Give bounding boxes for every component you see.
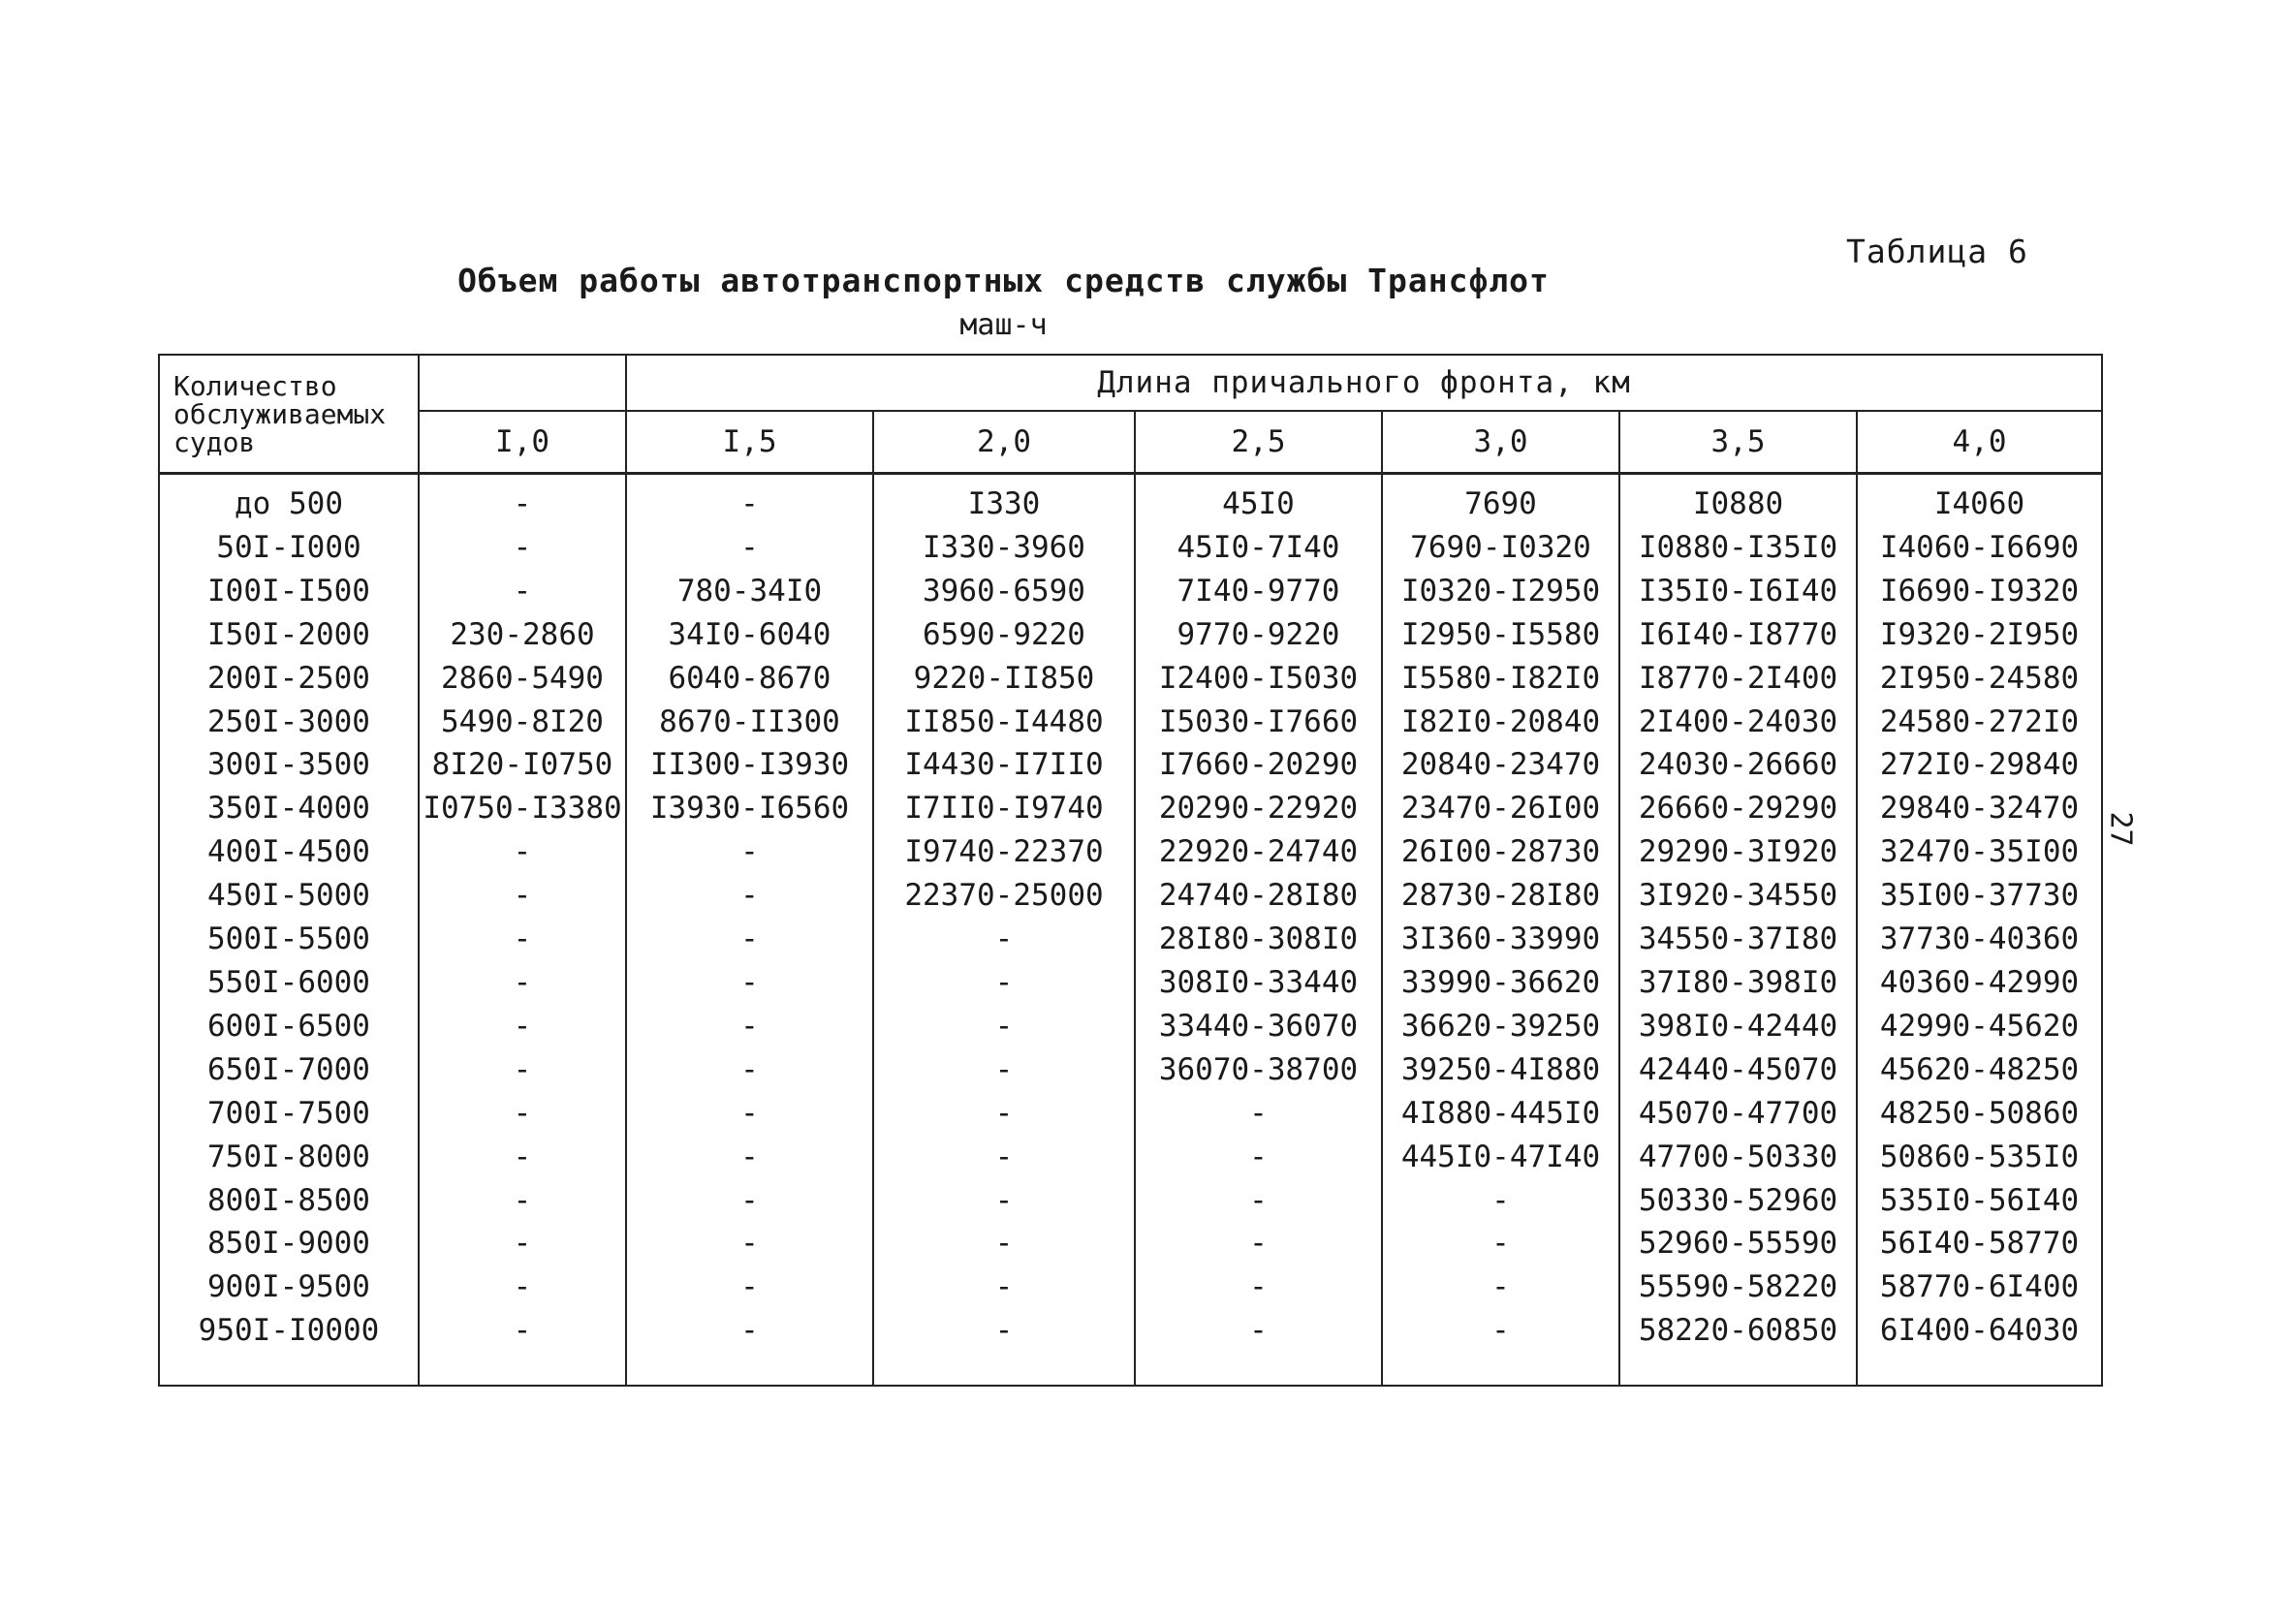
hours-cell: 28730-28I80 [1382,874,1619,918]
hours-cell: 37I80-398I0 [1619,961,1857,1005]
hours-cell: - [1382,1309,1619,1386]
hours-cell: 39250-4I880 [1382,1048,1619,1092]
table-row [159,874,2102,918]
hours-cell: - [873,918,1135,961]
hours-cell: 48250-50860 [1857,1092,2102,1136]
table-row [159,918,2102,961]
hours-cell: - [419,1092,626,1136]
hours-cell: 28I80-308I0 [1135,918,1382,961]
hours-cell: 24030-26660 [1619,743,1857,787]
vessel-count-cell: 450I-5000 [159,874,419,918]
hours-cell: 33440-36070 [1135,1005,1382,1048]
hours-cell: 230-2860 [419,613,626,657]
vessel-count-cell: I00I-I500 [159,570,419,613]
hours-cell: 9220-II850 [873,657,1135,701]
hours-cell: - [626,1005,873,1048]
page-number: 27 [2103,811,2138,847]
hours-cell: II850-I4480 [873,701,1135,744]
hours-cell: I5580-I82I0 [1382,657,1619,701]
header-vessel-count [159,355,419,474]
hours-cell: I0880 [1619,474,1857,526]
vessel-count-cell: 650I-7000 [159,1048,419,1092]
hours-cell: 8I20-I0750 [419,743,626,787]
hours-cell: 36620-39250 [1382,1005,1619,1048]
hours-cell: 50860-535I0 [1857,1136,2102,1179]
hours-cell: 40360-42990 [1857,961,2102,1005]
vessel-count-cell: до 500 [159,474,419,526]
hours-cell: - [873,1179,1135,1223]
hours-cell: - [419,1136,626,1179]
hours-cell: 7I40-9770 [1135,570,1382,613]
hours-cell: - [873,1136,1135,1179]
hours-cell: I0320-I2950 [1382,570,1619,613]
table-unit: маш-ч [959,308,1048,342]
hours-cell: - [419,1179,626,1223]
hours-cell: I330 [873,474,1135,526]
hours-cell: 56I40-58770 [1857,1222,2102,1265]
hours-cell: - [873,1092,1135,1136]
hours-cell: - [873,1265,1135,1309]
hours-cell: - [626,1048,873,1092]
header-length-3: 2,5 [1135,411,1382,474]
hours-cell: I6690-I9320 [1857,570,2102,613]
header-empty-cell [419,355,626,411]
hours-cell: - [419,570,626,613]
hours-cell: 36070-38700 [1135,1048,1382,1092]
hours-cell: - [1382,1222,1619,1265]
hours-cell: I8770-2I400 [1619,657,1857,701]
hours-cell: II300-I3930 [626,743,873,787]
hours-cell: 45620-48250 [1857,1048,2102,1092]
hours-cell: 2I400-24030 [1619,701,1857,744]
hours-cell: - [1382,1265,1619,1309]
hours-cell: - [626,961,873,1005]
table-row [159,570,2102,613]
hours-cell: - [419,918,626,961]
hours-cell: 22370-25000 [873,874,1135,918]
vessel-count-cell: 200I-2500 [159,657,419,701]
hours-cell: - [873,1309,1135,1386]
table-row [159,1005,2102,1048]
hours-cell: - [1135,1309,1382,1386]
hours-cell: 50330-52960 [1619,1179,1857,1223]
hours-cell: - [626,1136,873,1179]
hours-cell: 445I0-47I40 [1382,1136,1619,1179]
hours-cell: 780-34I0 [626,570,873,613]
hours-cell: - [419,1005,626,1048]
hours-cell: I35I0-I6I40 [1619,570,1857,613]
hours-cell: - [419,1265,626,1309]
hours-cell: - [419,1222,626,1265]
vessel-count-cell: 750I-8000 [159,1136,419,1179]
hours-cell: - [1382,1179,1619,1223]
table-row [159,1309,2102,1386]
hours-cell: - [626,830,873,874]
hours-cell: - [626,474,873,526]
vessel-count-cell: 550I-6000 [159,961,419,1005]
hours-cell: 35I00-37730 [1857,874,2102,918]
table-row [159,787,2102,830]
hours-cell: I2950-I5580 [1382,613,1619,657]
hours-cell: - [419,874,626,918]
table-row [159,613,2102,657]
hours-cell: I4060-I6690 [1857,526,2102,570]
hours-cell: 45I0-7I40 [1135,526,1382,570]
hours-cell: 3I920-34550 [1619,874,1857,918]
hours-cell: 32470-35I00 [1857,830,2102,874]
hours-cell: - [626,1092,873,1136]
vessel-count-cell: 900I-9500 [159,1265,419,1309]
hours-cell: - [1135,1222,1382,1265]
hours-cell: - [419,526,626,570]
table-row [159,657,2102,701]
hours-cell: I4060 [1857,474,2102,526]
hours-cell: 24580-272I0 [1857,701,2102,744]
hours-cell: 22920-24740 [1135,830,1382,874]
hours-cell: 47700-50330 [1619,1136,1857,1179]
table-row [159,1136,2102,1179]
hours-cell: 20290-22920 [1135,787,1382,830]
hours-cell: 42440-45070 [1619,1048,1857,1092]
hours-cell: 26660-29290 [1619,787,1857,830]
table-row [159,961,2102,1005]
hours-cell: 23470-26I00 [1382,787,1619,830]
hours-cell: I0880-I35I0 [1619,526,1857,570]
vessel-count-cell: 300I-3500 [159,743,419,787]
vessel-count-cell: 500I-5500 [159,918,419,961]
table-row [159,474,2102,526]
hours-cell: 58220-60850 [1619,1309,1857,1386]
hours-cell: I0750-I3380 [419,787,626,830]
hours-cell: 535I0-56I40 [1857,1179,2102,1223]
hours-cell: 3960-6590 [873,570,1135,613]
hours-cell: 45070-47700 [1619,1092,1857,1136]
vessel-count-cell: 250I-3000 [159,701,419,744]
hours-cell: 33990-36620 [1382,961,1619,1005]
hours-cell: 2I950-24580 [1857,657,2102,701]
hours-cell: 34I0-6040 [626,613,873,657]
hours-cell: 9770-9220 [1135,613,1382,657]
hours-cell: - [419,1309,626,1386]
vessel-count-cell: 700I-7500 [159,1092,419,1136]
hours-cell: 26I00-28730 [1382,830,1619,874]
header-length-6: 4,0 [1857,411,2102,474]
header-length-5: 3,5 [1619,411,1857,474]
header-row-lengths [159,411,2102,474]
hours-cell: - [1135,1092,1382,1136]
hours-cell: 37730-40360 [1857,918,2102,961]
vessel-count-cell: 800I-8500 [159,1179,419,1223]
hours-cell: 308I0-33440 [1135,961,1382,1005]
table-row [159,526,2102,570]
table-row [159,1222,2102,1265]
hours-cell: 29840-32470 [1857,787,2102,830]
data-table [158,354,2103,1387]
hours-cell: I3930-I6560 [626,787,873,830]
vessel-count-cell: 400I-4500 [159,830,419,874]
hours-cell: 6590-9220 [873,613,1135,657]
vessel-count-cell: 950I-I0000 [159,1309,419,1386]
hours-cell: - [626,526,873,570]
hours-cell: 7690 [1382,474,1619,526]
hours-cell: 52960-55590 [1619,1222,1857,1265]
hours-cell: 24740-28I80 [1135,874,1382,918]
hours-cell: 55590-58220 [1619,1265,1857,1309]
header-row-top [159,355,2102,411]
hours-cell: - [1135,1179,1382,1223]
hours-cell: I9320-2I950 [1857,613,2102,657]
header-length-2: 2,0 [873,411,1135,474]
table-row [159,1265,2102,1309]
vessel-count-cell: 50I-I000 [159,526,419,570]
hours-cell: 6I400-64030 [1857,1309,2102,1386]
hours-cell: - [873,961,1135,1005]
hours-cell: I2400-I5030 [1135,657,1382,701]
hours-cell: 6040-8670 [626,657,873,701]
hours-cell: 29290-3I920 [1619,830,1857,874]
hours-cell: - [626,874,873,918]
hours-cell: - [419,1048,626,1092]
vessel-count-cell: I50I-2000 [159,613,419,657]
hours-cell: I7II0-I9740 [873,787,1135,830]
header-vessel-count-line-2: обслуживаемых [173,397,387,430]
hours-cell: 42990-45620 [1857,1005,2102,1048]
hours-cell: - [626,1222,873,1265]
vessel-count-cell: 850I-9000 [159,1222,419,1265]
hours-cell: 20840-23470 [1382,743,1619,787]
hours-cell: 8670-II300 [626,701,873,744]
hours-cell: 5490-8I20 [419,701,626,744]
hours-cell: I82I0-20840 [1382,701,1619,744]
table-title: Объем работы автотранспортных средств службы Трансфлот [457,262,1550,299]
hours-cell: - [626,1179,873,1223]
table-row [159,1092,2102,1136]
hours-cell: 7690-I0320 [1382,526,1619,570]
hours-cell: 398I0-42440 [1619,1005,1857,1048]
hours-cell: - [419,474,626,526]
hours-cell: - [1135,1136,1382,1179]
hours-cell: - [626,918,873,961]
hours-cell: I9740-22370 [873,830,1135,874]
table-row [159,1048,2102,1092]
vessel-count-cell: 350I-4000 [159,787,419,830]
hours-cell: - [626,1309,873,1386]
table-row [159,1179,2102,1223]
hours-cell: 3I360-33990 [1382,918,1619,961]
header-berth-length: Длина причального фронта, км [626,355,2102,411]
table-label: Таблица 6 [1846,233,2028,270]
hours-cell: - [419,961,626,1005]
hours-cell: - [419,830,626,874]
hours-cell: 45I0 [1135,474,1382,526]
table-row [159,830,2102,874]
hours-cell: I5030-I7660 [1135,701,1382,744]
hours-cell: 4I880-445I0 [1382,1092,1619,1136]
header-length-4: 3,0 [1382,411,1619,474]
hours-cell: - [1135,1265,1382,1309]
hours-cell: I6I40-I8770 [1619,613,1857,657]
hours-cell: 272I0-29840 [1857,743,2102,787]
hours-cell: I4430-I7II0 [873,743,1135,787]
hours-cell: 2860-5490 [419,657,626,701]
hours-cell: 58770-6I400 [1857,1265,2102,1309]
hours-cell: 34550-37I80 [1619,918,1857,961]
hours-cell: I330-3960 [873,526,1135,570]
hours-cell: I7660-20290 [1135,743,1382,787]
header-length-1: I,5 [626,411,873,474]
hours-cell: - [873,1222,1135,1265]
hours-cell: - [873,1005,1135,1048]
vessel-count-cell: 600I-6500 [159,1005,419,1048]
hours-cell: - [873,1048,1135,1092]
hours-cell: - [626,1265,873,1309]
header-vessel-count-line-1: Количество [173,369,337,402]
header-length-0: I,0 [419,411,626,474]
table-row [159,743,2102,787]
header-vessel-count-line-3: судов [173,425,256,458]
table-row [159,701,2102,744]
